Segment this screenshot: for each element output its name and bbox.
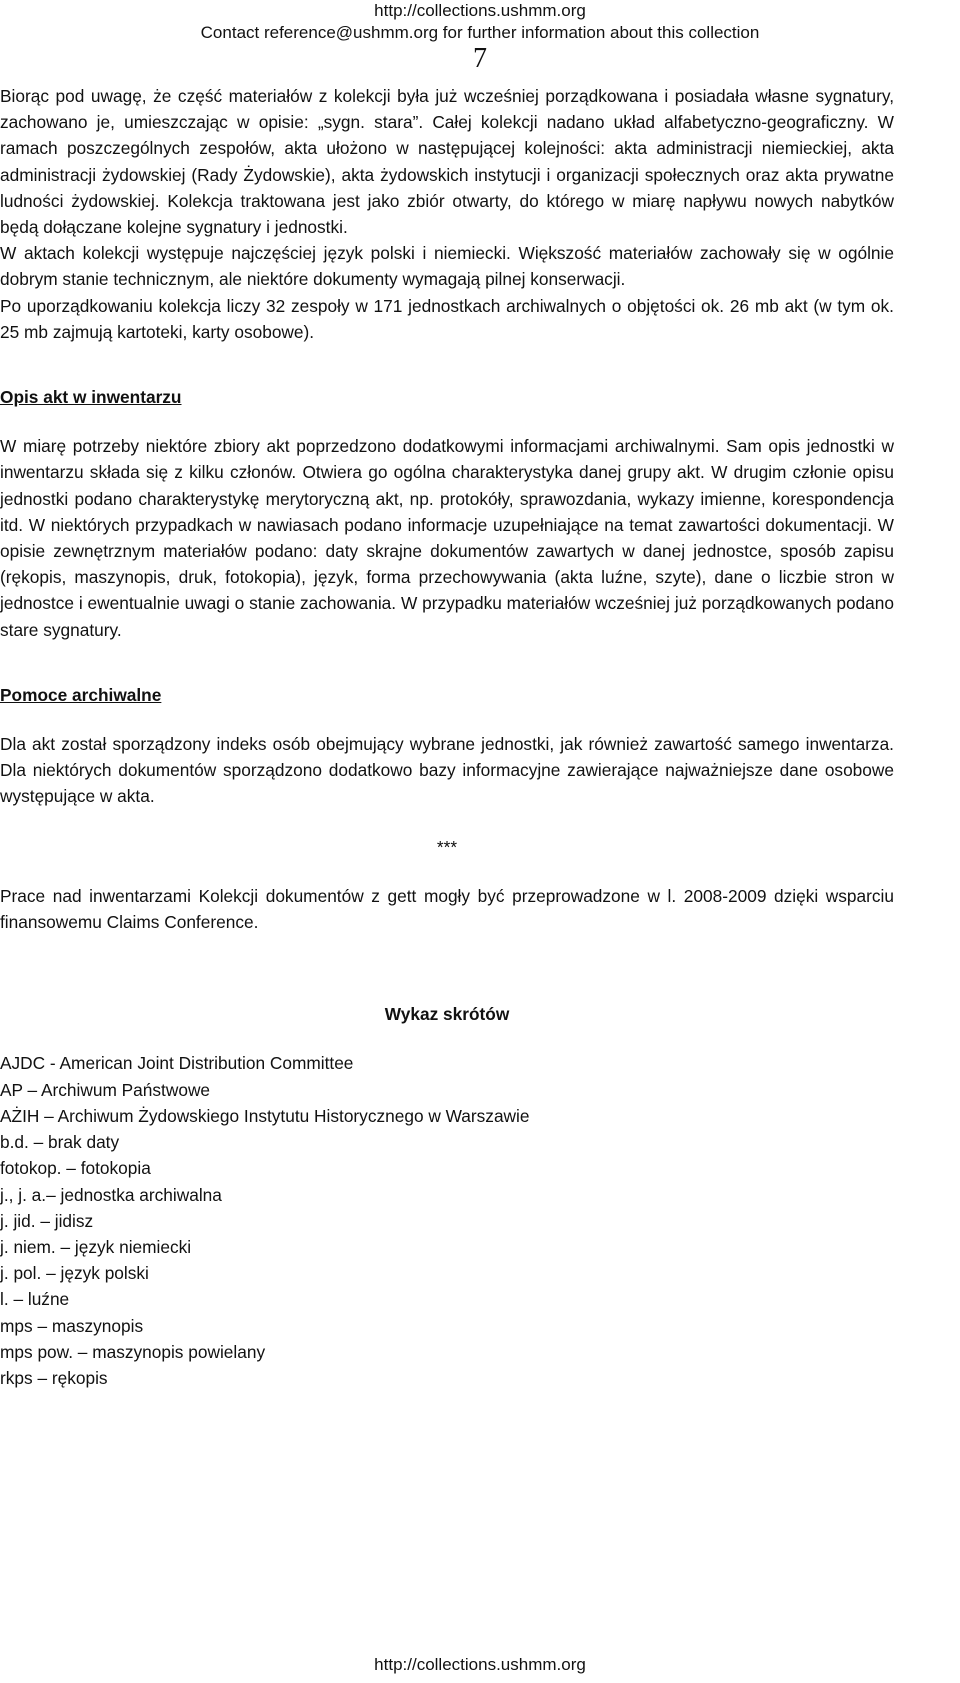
extent-paragraph: Po uporządkowaniu kolekcja liczy 32 zespoły w 171 jednostkach archiwalnych o objętości ok. 26 mb akt (w tym ok. 25 mb zajmują kartoteki, karty osobowe). [0, 295, 894, 342]
list-item: j. jid. – jidisz [0, 1210, 94, 1231]
list-item: l. – luźne [0, 1289, 70, 1310]
list-item: j. pol. – język polski [0, 1263, 149, 1284]
list-item: AJDC - American Joint Distribution Committee [0, 1053, 354, 1074]
list-item: rkps – rękopis [0, 1367, 108, 1388]
abbreviation-list [0, 1050, 894, 1391]
page-header [0, 0, 960, 74]
list-item: fotokop. – fotokopia [0, 1158, 151, 1179]
section-heading-pomoce: Pomoce archiwalne [0, 684, 162, 705]
list-item: mps – maszynopis [0, 1315, 144, 1336]
opis-paragraph: W miarę potrzeby niektóre zbiory akt poprzedzono dodatkowymi informacjami archiwalnymi. Sam opis jednostki w inwentarzu składa się z kilku członów. Otwiera go ogólna charakterystyka danej grupy akt. W drugim członie opisu jednostki podano charakterystykę merytoryczną akt, np. protokóły, sprawozdania, wykazy imienne, korespondencja itd. W niektórych przypadkach w nawiasach podano informacje uzupełniające na temat zawartości dokumentacji. W opisie zewnętrznym materiałów podano: daty skrajne dokumentów zawartych w danej jednostce, sposób zapisu (rękopis, maszynopis, druk, fotokopia), język, forma przechowywania (akta luźne, szyte), dane o liczbie stron w jednostce i ewentualnie uwagi o stanie zachowania. W przypadku materiałów wcześniej już porządkowanych podano stare sygnatury. [0, 436, 894, 640]
list-item: AP – Archiwum Państwowe [0, 1079, 211, 1100]
section-separator: *** [436, 836, 458, 857]
funding-paragraph: Prace nad inwentarzami Kolekcji dokumentów z gett mogły być przeprowadzone w l. 2008-2009 dzięki wsparciu finansowemu Claims Conference. [0, 885, 894, 933]
list-item: j. niem. – język niemiecki [0, 1236, 192, 1257]
list-item: j., j. a.– jednostka archiwalna [0, 1184, 222, 1205]
list-item: b.d. – brak daty [0, 1132, 120, 1153]
document-body [0, 80, 894, 1391]
header-url: http://collections.ushmm.org [374, 1, 586, 20]
list-item: mps pow. – maszynopis powielany [0, 1341, 266, 1362]
page-number: 7 [473, 43, 487, 74]
pomoce-paragraph: Dla akt został sporządzony indeks osób obejmujący wybrane jednostki, jak również zawartość samego inwentarza. Dla niektórych dokumentów sporządzono dodatkowo bazy informacyjne zawierające najważniejsze dane osobowe występujące w akta. [0, 734, 894, 807]
footer-url: http://collections.ushmm.org [374, 1655, 586, 1674]
list-item: AŻIH – Archiwum Żydowskiego Instytutu Historycznego w Warszawie [0, 1105, 530, 1126]
section-heading-opis: Opis akt w inwentarzu [0, 387, 182, 408]
intro-paragraph: Biorąc pod uwagę, że część materiałów z kolekcji była już wcześniej porządkowana i posiadała własne sygnatury, zachowano je, umieszczając w opisie: „sygn. stara”. Całej kolekcji nadano układ alfabetyczno-geograficzny. W ramach poszczególnych zespołów, akta ułożono w następującej kolejności: akta administracji niemieckiej, akta administracji żydowskiej (Rady Żydowskie), akta żydowskich instytucji i organizacji społecznych oraz akta prywatne ludności żydowskiej. Kolekcja traktowana jest jako zbiór otwarty, do którego w miarę napływu nowych nabytków będą dołączane kolejne sygnatury i jednostki. [0, 86, 894, 238]
page-footer [0, 1654, 960, 1676]
header-contact: Contact reference@ushmm.org for further information about this collection [200, 23, 760, 42]
language-paragraph: W aktach kolekcji występuje najczęściej język polski i niemiecki. Większość materiałów zachowały się w ogólnie dobrym stanie technicznym, ale niektóre dokumenty wymagają pilnej konserwacji. [0, 243, 894, 290]
section-heading-wykaz: Wykaz skrótów [384, 1004, 510, 1025]
